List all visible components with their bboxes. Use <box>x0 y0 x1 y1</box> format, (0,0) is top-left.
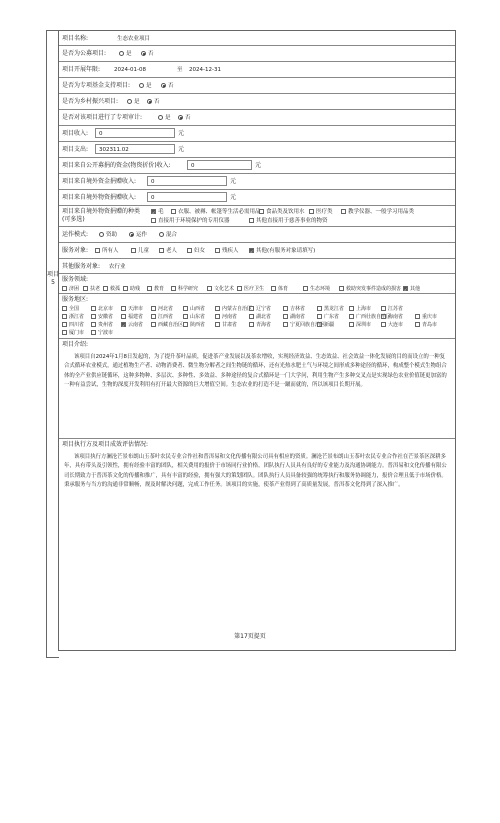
expense-field[interactable]: 302311.02 <box>95 144 175 154</box>
goods-option-4[interactable]: 医疗类 <box>309 208 333 216</box>
service-region-label: 服务地区: <box>62 296 89 303</box>
checkbox-icon <box>303 286 308 291</box>
period-label: 项目开展年限: <box>62 66 101 73</box>
service-field-option-label: 生态环境 <box>310 286 331 292</box>
service-field-label: 服务领域: <box>62 276 89 283</box>
audit-yes-option[interactable]: 是 <box>158 114 171 122</box>
row-operation <box>59 227 455 243</box>
target-option-other[interactable]: ✓ 其他(有服务对象请填写) <box>249 247 315 255</box>
service-region-option-label: 新疆 <box>324 322 335 328</box>
service-region-option-label: 内蒙古自治区 <box>222 306 253 312</box>
checkbox-icon <box>349 306 354 311</box>
checkbox-icon <box>215 306 220 311</box>
service-region-option-label: 吉林省 <box>290 306 306 312</box>
checkbox-icon <box>339 286 344 291</box>
other-target-label: 其他服务对象: <box>62 263 101 270</box>
public-raised-unit: 元 <box>255 162 262 169</box>
checkbox-icon <box>215 314 220 319</box>
row-rural <box>59 94 455 110</box>
checkbox-icon <box>123 286 128 291</box>
service-region-option-label: 贵州省 <box>98 322 114 328</box>
checkbox-icon <box>249 306 254 311</box>
service-region-option[interactable] <box>415 313 437 321</box>
checkbox-icon <box>381 322 386 327</box>
service-field-option-label: 文化艺术 <box>214 286 235 292</box>
service-field-option[interactable] <box>339 285 401 293</box>
service-field-option[interactable] <box>207 285 234 293</box>
service-region-option[interactable] <box>349 321 371 329</box>
service-field-option-label: 救助突发事件造成的损害 <box>346 286 402 292</box>
period-to: 至 <box>177 67 183 73</box>
checkbox-icon <box>91 330 96 335</box>
checkbox-icon <box>183 314 188 319</box>
overseas-goods-unit: 元 <box>230 194 237 201</box>
checkbox-icon <box>309 209 314 214</box>
service-field-option[interactable] <box>123 285 140 293</box>
goods-option-1[interactable]: ✓毛 <box>151 208 164 216</box>
checkbox-icon <box>62 306 67 311</box>
operation-option-fund[interactable]: 资助 <box>99 231 117 239</box>
service-region-option[interactable] <box>91 305 113 313</box>
service-region-option[interactable] <box>249 305 271 313</box>
checkbox-icon <box>349 322 354 327</box>
target-option-children[interactable]: 儿童 <box>131 247 149 255</box>
service-region-option-label: 大连市 <box>388 322 404 328</box>
goods-option-2[interactable]: 衣服、被褥、帐篷等生活必需用品 <box>171 208 261 216</box>
checkbox-icon <box>237 286 242 291</box>
checkbox-icon <box>91 322 96 327</box>
radio-icon <box>159 232 164 237</box>
service-region-option-label: 陕西省 <box>190 322 206 328</box>
checkbox-icon <box>171 209 176 214</box>
public-yes-option[interactable]: 是 <box>119 50 132 58</box>
executor-text: 该项目执行方澜沧芒景布朗山玉茶叶农民专业合作社和普洱易和文化传播有限公司具有相应的资质。澜沧芒景布朗山玉茶叶农民专业合作社在芒景茶区深耕多年，具有带头及引领性，拥有经验丰富的团队，相关费用的报价于市场同行业价格。团队执行人员具有良好的专业能力及沟通协调能力。普洱易和文化传播有限公司长期致力于普洱茶文化的传播和推广，具有丰富的经验，拥有强大的策划团队。团队执行人员具备较强的统筹执行和服务协调能力，报价合理且低于市场价格。秉承服务与当方的沟通非常顺畅，规及时解决问题，完成工作任务。该项目的实施，使茶产业得到了高质量发展，普洱茶文化得到了深入推广。 <box>64 454 447 489</box>
service-region-option[interactable] <box>62 313 84 321</box>
goods-type-label: 项目来自境外物资捐赠的种类(可多选) <box>62 208 141 223</box>
service-region-option-label: 江苏省 <box>388 306 404 312</box>
service-region-option[interactable] <box>62 305 79 313</box>
service-field-option-label: 医疗卫生 <box>244 286 265 292</box>
service-field-option-label: 扶老 <box>90 286 101 292</box>
service-region-option[interactable] <box>183 321 205 329</box>
service-field-option-label: 科学研究 <box>178 286 199 292</box>
radio-selected-icon <box>141 51 146 56</box>
checkbox-checked-icon <box>151 209 156 214</box>
overseas-goods-label: 项目来自境外物资捐赠收入: <box>62 194 137 201</box>
service-region-option[interactable] <box>121 305 143 313</box>
service-region-option-label: 重庆市 <box>422 314 438 320</box>
executor-label: 项目执行方及项目成效评估情况: <box>62 441 149 448</box>
checkbox-icon <box>215 322 220 327</box>
service-region-option-label: 厦门市 <box>69 330 85 336</box>
service-field-option[interactable] <box>303 285 330 293</box>
service-region-option-label: 北京市 <box>98 306 114 312</box>
row-period <box>59 62 455 78</box>
checkbox-icon <box>83 286 88 291</box>
checkbox-icon <box>381 306 386 311</box>
row-audit <box>59 110 455 126</box>
service-region-option-label: 云南省 <box>128 322 144 328</box>
audit-label: 是否对该项目进行了专项审计: <box>62 114 143 121</box>
row-service-region <box>59 294 455 339</box>
service-field-option[interactable] <box>171 285 198 293</box>
service-region-option-label: 江西省 <box>158 314 174 320</box>
other-target-value: 农行业 <box>109 264 126 270</box>
project-name-label: 项目名称: <box>62 35 89 42</box>
service-region-option-label: 天津市 <box>128 306 144 312</box>
service-region-option-label: 西藏自治区 <box>158 322 184 328</box>
side-label: 项目5 <box>47 271 60 286</box>
service-region-option[interactable] <box>121 313 143 321</box>
checkbox-icon <box>62 314 67 319</box>
overseas-fund-label: 项目来自境外资金捐赠收入: <box>62 178 137 185</box>
checkbox-icon <box>283 306 288 311</box>
checkbox-icon <box>151 218 156 223</box>
service-region-option-label: 福建省 <box>128 314 144 320</box>
overseas-fund-unit: 元 <box>230 178 237 185</box>
special-yes-option[interactable]: 是 <box>139 82 152 90</box>
checkbox-checked-icon <box>403 286 408 291</box>
service-region-option[interactable] <box>183 313 205 321</box>
row-target <box>59 243 455 259</box>
checkbox-icon <box>91 314 96 319</box>
radio-icon <box>99 232 104 237</box>
expense-label: 项目支出: <box>62 146 89 153</box>
checkbox-icon <box>317 306 322 311</box>
checkbox-checked-icon <box>249 248 254 253</box>
checkbox-checked-icon <box>121 322 126 327</box>
service-region-option[interactable] <box>91 321 113 329</box>
service-region-option[interactable] <box>317 321 334 329</box>
row-special-fund <box>59 78 455 94</box>
checkbox-icon <box>62 286 67 291</box>
service-region-option[interactable] <box>215 313 237 321</box>
service-region-option[interactable] <box>183 305 205 313</box>
service-region-option-label: 海南省 <box>388 314 404 320</box>
intro-label: 项目介绍: <box>62 341 89 348</box>
radio-icon <box>119 51 124 56</box>
checkbox-icon <box>283 322 288 327</box>
service-region-option-label: 甘肃省 <box>222 322 238 328</box>
overseas-fund-field[interactable]: 0 <box>147 176 227 186</box>
service-region-option-label: 湖北省 <box>256 314 272 320</box>
service-field-option[interactable] <box>83 285 100 293</box>
checkbox-icon <box>151 314 156 319</box>
radio-selected-icon <box>147 99 152 104</box>
checkbox-icon <box>151 322 156 327</box>
service-field-option[interactable] <box>271 285 288 293</box>
service-region-option[interactable] <box>381 305 403 313</box>
checkbox-icon <box>95 248 100 253</box>
service-field-option-label: 助残 <box>130 286 141 292</box>
service-region-option[interactable] <box>62 321 84 329</box>
service-region-option[interactable] <box>349 305 371 313</box>
service-region-option[interactable] <box>215 321 237 329</box>
overseas-goods-field[interactable]: 0 <box>147 192 227 202</box>
goods-option-7[interactable]: 其他直接用于慈善事业的物资 <box>249 217 328 225</box>
row-other-target <box>59 259 455 274</box>
service-region-option-label: 河北省 <box>158 306 174 312</box>
service-region-option-label: 全国 <box>69 306 80 312</box>
checkbox-icon <box>249 322 254 327</box>
public-fundraising-label: 是否为公募项目: <box>62 50 107 57</box>
service-region-option[interactable] <box>91 329 113 337</box>
project-form <box>58 30 456 651</box>
service-region-option-label: 山东省 <box>190 314 206 320</box>
service-region-option[interactable] <box>151 305 173 313</box>
service-region-option[interactable] <box>215 305 252 313</box>
service-region-option-label: 深圳市 <box>356 322 372 328</box>
row-overseas-goods <box>59 190 455 206</box>
service-region-option-label: 安徽省 <box>98 314 114 320</box>
service-region-option[interactable] <box>151 313 173 321</box>
operation-label: 运作模式: <box>62 231 89 238</box>
rural-label: 是否为乡村振兴项目: <box>62 98 119 105</box>
service-field-option[interactable] <box>62 285 79 293</box>
service-region-option-label: 湖南省 <box>290 314 306 320</box>
checkbox-icon <box>207 286 212 291</box>
page-footer: 第17页提页 <box>234 633 266 640</box>
period-end: 2024-12-31 <box>189 67 221 73</box>
income-field[interactable]: 0 <box>95 128 175 138</box>
service-region-option[interactable] <box>249 321 271 329</box>
service-region-option-label: 广东省 <box>324 314 340 320</box>
service-field-option-label: 教育 <box>154 286 165 292</box>
checkbox-icon <box>151 306 156 311</box>
service-region-option-label: 青海省 <box>256 322 272 328</box>
checkbox-icon <box>349 314 354 319</box>
checkbox-icon <box>381 314 386 319</box>
row-public-raised <box>59 158 455 174</box>
checkbox-icon <box>259 209 264 214</box>
rural-yes-option[interactable]: 是 <box>127 98 140 106</box>
radio-selected-icon <box>129 232 134 237</box>
row-executor <box>59 439 455 650</box>
checkbox-icon <box>415 322 420 327</box>
checkbox-icon <box>283 314 288 319</box>
service-region-option[interactable] <box>283 305 305 313</box>
public-no-option[interactable]: 否 <box>141 50 154 58</box>
service-field-option[interactable] <box>103 285 120 293</box>
row-overseas-fund <box>59 174 455 190</box>
radio-icon <box>158 115 163 120</box>
income-label: 项目收入: <box>62 130 89 137</box>
service-region-option[interactable] <box>381 321 403 329</box>
operation-option-mixed[interactable]: 混合 <box>159 231 177 239</box>
row-public-fundraising <box>59 46 455 62</box>
checkbox-icon <box>249 314 254 319</box>
service-field-option[interactable] <box>403 285 420 293</box>
row-project-name <box>59 31 455 46</box>
checkbox-icon <box>91 306 96 311</box>
period-start: 2024-01-08 <box>114 67 146 73</box>
checkbox-icon <box>215 248 220 253</box>
checkbox-icon <box>121 306 126 311</box>
checkbox-icon <box>183 306 188 311</box>
checkbox-icon <box>62 330 67 335</box>
checkbox-icon <box>171 286 176 291</box>
target-label: 服务对象: <box>62 247 89 254</box>
service-region-option[interactable] <box>91 313 113 321</box>
checkbox-icon <box>183 322 188 327</box>
audit-no-option[interactable]: 否 <box>178 114 191 122</box>
special-fund-label: 是否为专项基金支持项目: <box>62 82 131 89</box>
service-field-option[interactable] <box>237 285 264 293</box>
income-unit: 元 <box>178 130 185 137</box>
checkbox-icon <box>249 218 254 223</box>
service-region-option-label: 青岛市 <box>422 322 438 328</box>
checkbox-icon <box>341 209 346 214</box>
checkbox-icon <box>159 248 164 253</box>
checkbox-icon <box>147 286 152 291</box>
goods-option-5[interactable]: 教学仪器、一般学习用品类 <box>341 208 414 216</box>
service-region-option[interactable] <box>415 321 437 329</box>
service-field-option[interactable] <box>147 285 164 293</box>
public-raised-label: 项目来自公开募捐的资金(物资折价)收入: <box>62 162 171 169</box>
service-field-option-label: 体育 <box>278 286 289 292</box>
target-option-disabled[interactable]: 残疾人 <box>215 247 239 255</box>
service-field-option-label: 其他 <box>410 286 421 292</box>
special-no-option[interactable]: 否 <box>161 82 174 90</box>
service-region-option-label: 浙江省 <box>69 314 85 320</box>
checkbox-icon <box>187 248 192 253</box>
service-region-option-label: 辽宁省 <box>256 306 272 312</box>
service-region-option-label: 四川省 <box>69 322 85 328</box>
service-region-option[interactable] <box>151 321 183 329</box>
checkbox-icon <box>415 314 420 319</box>
operation-option-run[interactable]: 运作 <box>129 231 147 239</box>
project-name-value: 生态农业项目 <box>117 36 151 42</box>
service-region-option[interactable] <box>317 313 339 321</box>
service-region-option[interactable] <box>62 329 84 337</box>
service-region-option-label: 宁夏回族自治区 <box>290 322 326 328</box>
row-intro <box>59 339 455 439</box>
service-region-option-label: 宁波市 <box>98 330 114 336</box>
checkbox-icon <box>317 322 322 327</box>
row-income <box>59 126 455 142</box>
target-option-all[interactable]: 所有人 <box>95 247 119 255</box>
service-region-option[interactable] <box>283 313 305 321</box>
service-field-option-label: 济困 <box>69 286 80 292</box>
goods-option-3[interactable]: 食品类及饮用水 <box>259 208 305 216</box>
expense-unit: 元 <box>178 146 185 153</box>
checkbox-icon <box>121 314 126 319</box>
target-option-women[interactable]: 妇女 <box>187 247 205 255</box>
rural-no-option[interactable]: 否 <box>147 98 160 106</box>
service-region-option-label: 广西壮族自治区 <box>356 314 392 320</box>
service-region-option[interactable] <box>249 313 271 321</box>
public-raised-field[interactable]: 0 <box>187 160 252 170</box>
checkbox-icon <box>103 286 108 291</box>
service-region-option[interactable] <box>381 313 403 321</box>
target-option-elderly[interactable]: 老人 <box>159 247 177 255</box>
row-expense <box>59 142 455 158</box>
service-region-option-label: 黑龙江省 <box>324 306 345 312</box>
radio-icon <box>139 83 144 88</box>
checkbox-icon <box>131 248 136 253</box>
service-region-option[interactable] <box>317 305 344 313</box>
row-service-field <box>59 274 455 294</box>
service-region-option-label: 河南省 <box>222 314 238 320</box>
checkbox-icon <box>317 314 322 319</box>
goods-option-6[interactable]: 直接用于环境保护的专用仪器 <box>151 217 230 225</box>
service-region-option-label: 山西省 <box>190 306 206 312</box>
service-region-option[interactable] <box>121 321 143 329</box>
checkbox-icon <box>271 286 276 291</box>
radio-icon <box>127 99 132 104</box>
row-goods-type <box>59 206 455 227</box>
intro-text: 该项目自2024年1月8日发起的，为了提升茶叶品质，促进茶产业发展以及茶农增收，实现经济效益、生态效益、社会效益一体化发展的目的而设立的一种复合式循环农业模式，通过植物生产者、动物消费者、微生物分解者之间生物链的循环，还有光热水肥土气与环境之间形成多种途径的循环，构成整个模式生物组合体的全产业供应链循环，这种多物种、多层次、多种性、多效益、多种途径的复合式循环是一门大学问，利用生物产生多种交叉点是实现绿色农业价值链更加富的一种有益尝试，生物的深度开发利用有打开最大资源的巨大增值空间。生态农业的打造不是一蹴而就的，所以该项目长期开展。 <box>64 354 447 389</box>
checkbox-icon <box>62 322 67 327</box>
radio-selected-icon <box>161 83 166 88</box>
radio-selected-icon <box>178 115 183 120</box>
service-region-option-label: 上海市 <box>356 306 372 312</box>
service-field-option-label: 救孤 <box>110 286 121 292</box>
